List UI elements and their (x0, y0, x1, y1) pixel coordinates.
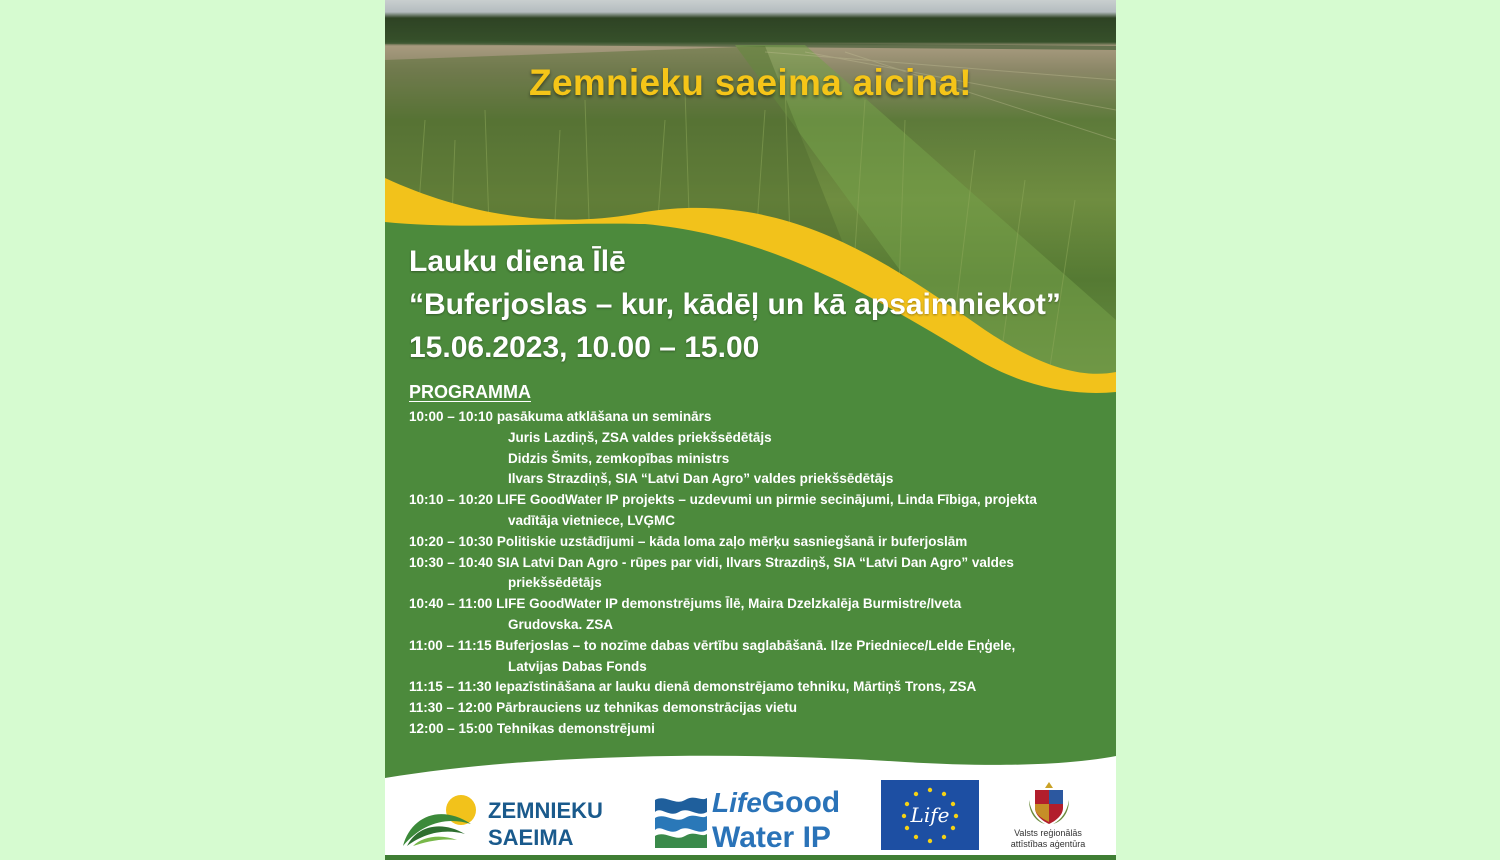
goodwater-wave-icon (651, 792, 709, 850)
agenda-text: 11:15 – 11:30 Iepazīstināšana ar lauku dienā demonstrējamo tehniku, Mārtiņš Trons, ZSA (409, 679, 977, 695)
event-date-time: 15.06.2023, 10.00 – 15.00 (409, 331, 760, 364)
agenda-row (409, 490, 1099, 511)
agenda-row (409, 407, 1099, 428)
agenda-text: 10:20 – 10:30 Politiskie uzstādījumi – kāda loma zaļo mērķu sasniegšanā ir buferjoslām (409, 533, 968, 549)
event-title-block (409, 240, 1061, 369)
agenda-row: Latvijas Dabas Fonds (508, 658, 647, 674)
vraa-coat-of-arms-icon (1027, 780, 1071, 826)
vraa-line2: attīstības aģentūra (1010, 839, 1086, 849)
agenda-row (409, 553, 1099, 574)
logo-footer (385, 770, 1116, 860)
agenda-row: vadītāja vietniece, LVĢMC (508, 512, 676, 528)
agenda-row: Juris Lazdiņš, ZSA valdes priekšsēdētājs (508, 429, 772, 445)
agenda-row: Ilvars Strazdiņš, SIA “Latvi Dan Agro” valdes priekšsēdētājs (508, 471, 894, 487)
zs-line1: ZEMNIEKU (488, 798, 603, 823)
zs-line2: SAEIMA (488, 825, 574, 850)
agenda-row (409, 719, 1099, 740)
agenda-row (409, 594, 1099, 615)
agenda-row (409, 636, 1099, 657)
event-poster (385, 0, 1116, 860)
agenda-row: Didzis Šmits, zemkopības ministrs (508, 450, 730, 466)
agenda-list (409, 407, 1099, 740)
zemnieku-saeima-logo-text (488, 797, 603, 851)
eu-life-logo-icon (881, 780, 979, 850)
eu-life-text: Life (910, 803, 950, 827)
headline: Zemnieku saeima aicina! (529, 62, 972, 103)
agenda-text: 12:00 – 15:00 Tehnikas demonstrējumi (409, 720, 655, 736)
agenda-text: 11:00 – 11:15 Buferjoslas – to nozīme dabas vērtību saglabāšanā. Ilze Priedniece/Lelde Eņģele, (409, 637, 1016, 653)
event-subtitle: “Buferjoslas – kur, kādēļ un kā apsaimniekot” (409, 288, 1061, 321)
agenda-text: 10:00 – 10:10 pasākuma atklāšana un seminārs (409, 409, 712, 424)
zemnieku-saeima-logo-icon (401, 794, 481, 848)
agenda-row: priekšsēdētājs (508, 575, 602, 591)
agenda-text: 10:40 – 11:00 LIFE GoodWater IP demonstrējums Īlē, Maira Dzelzkalēja Burmistre/Iveta (409, 596, 962, 612)
goodwater-logo-text (712, 788, 840, 853)
agenda-row (409, 677, 1099, 698)
agenda-text: 10:30 – 10:40 SIA Latvi Dan Agro - rūpes par vidi, Ilvars Strazdiņš, SIA “Latvi Dan Agro” valdes (409, 554, 1014, 570)
agenda-row (409, 532, 1099, 553)
event-title: Lauku diena Īlē (409, 245, 626, 278)
agenda-text: 10:10 – 10:20 LIFE GoodWater IP projekts – uzdevumi un pirmie secinājumi, Linda Fībiga, projekta (409, 492, 1037, 508)
agenda-row: Grudovska. ZSA (508, 616, 614, 632)
agenda-row (409, 698, 1099, 719)
vraa-logo-text (993, 828, 1103, 850)
lg-good: Good (761, 786, 841, 819)
agenda-text: 11:30 – 12:00 Pārbrauciens uz tehnikas demonstrācijas vietu (409, 700, 797, 716)
vraa-line1: Valsts reģionālās (1014, 828, 1082, 838)
bottom-bar (385, 855, 1116, 860)
lg-water: Water IP (712, 821, 831, 854)
lg-life: Life (712, 787, 762, 818)
program-heading: PROGRAMMA (409, 382, 531, 402)
